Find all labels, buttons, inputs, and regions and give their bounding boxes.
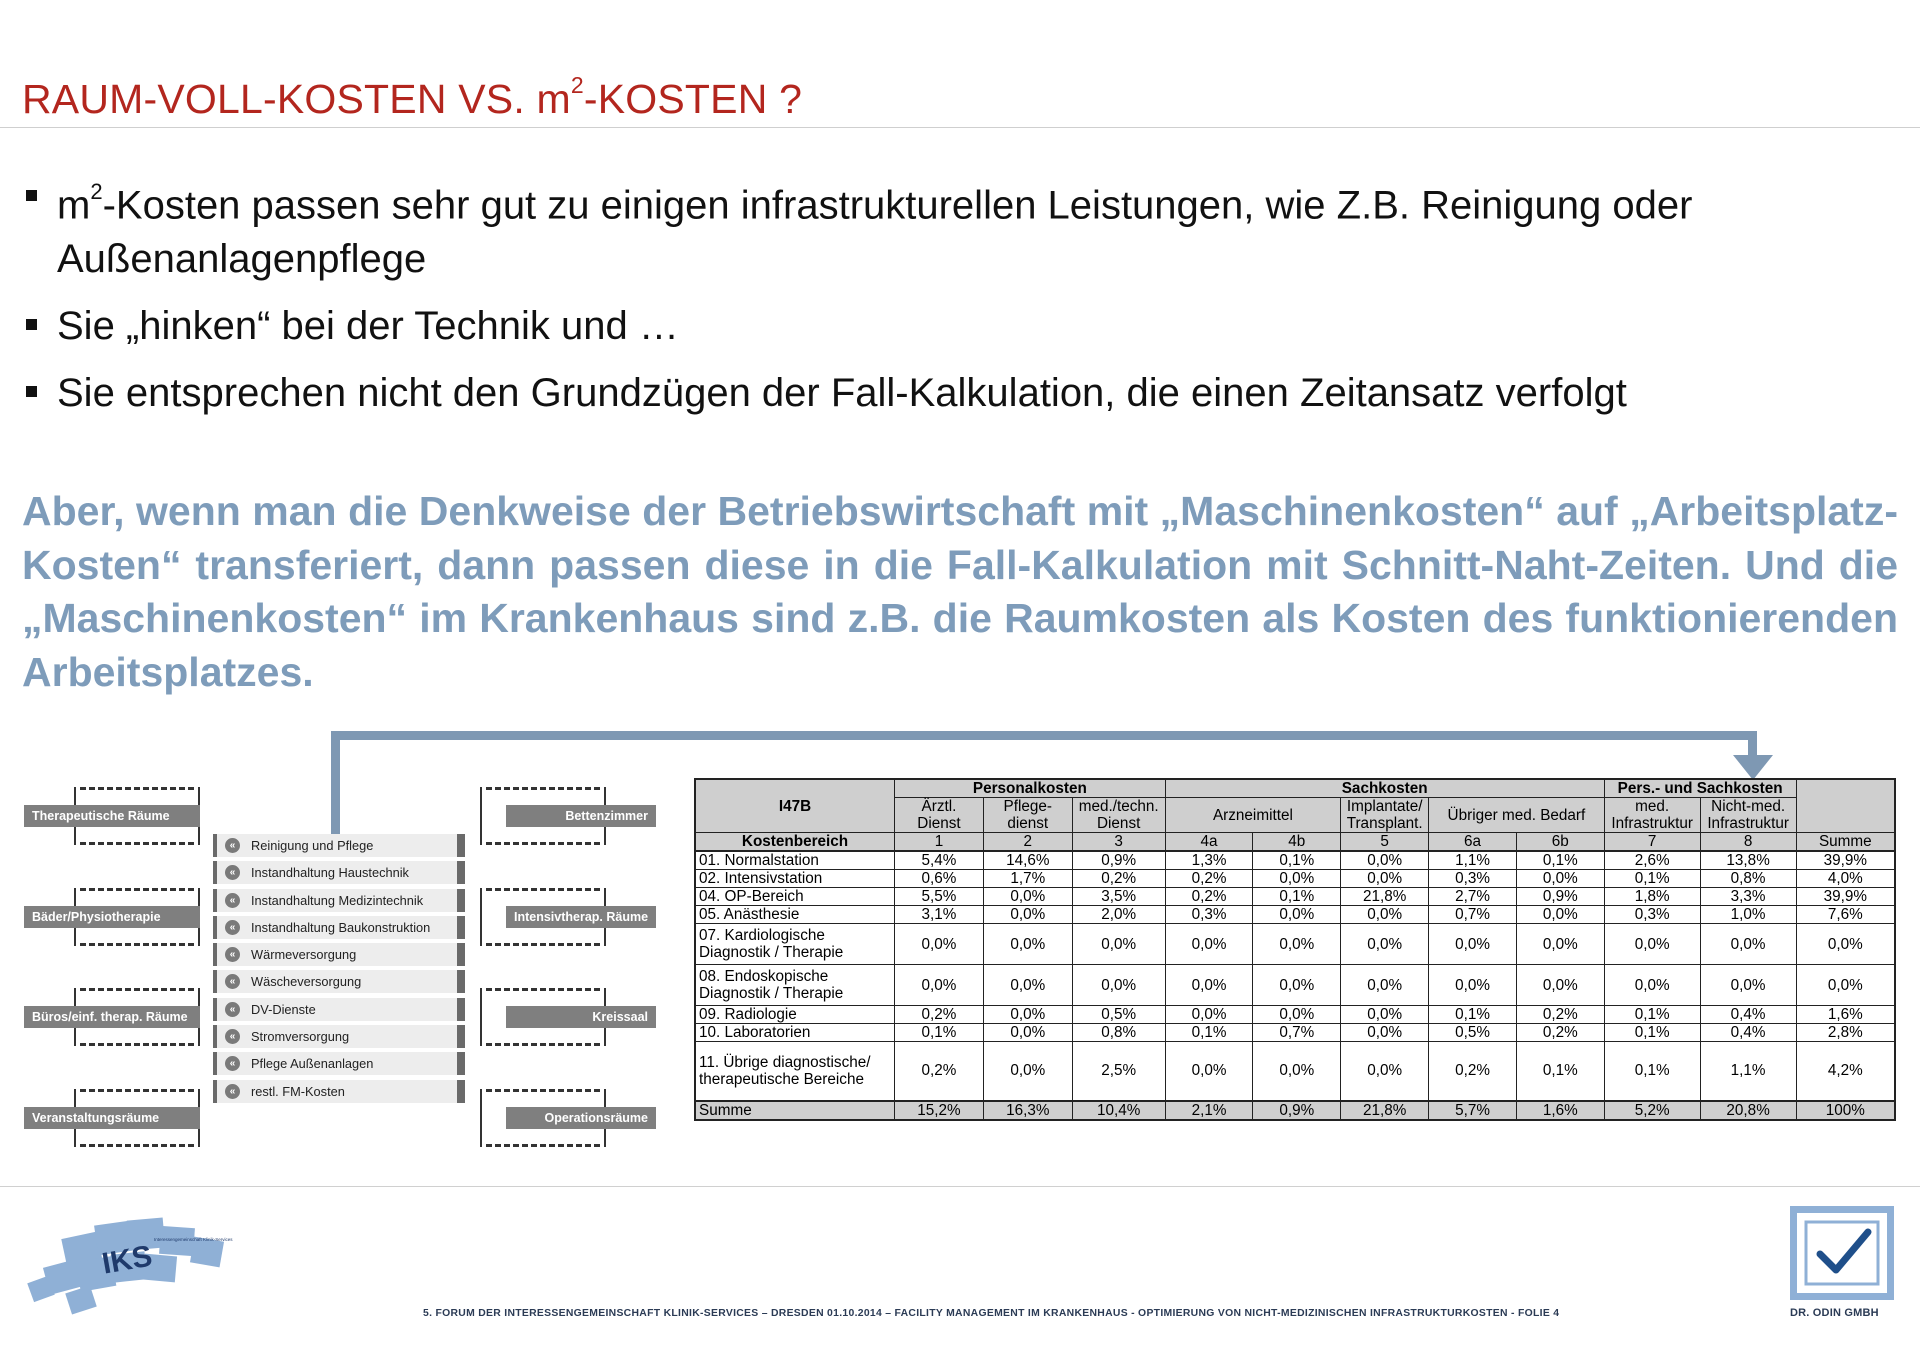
column-number: 2 (983, 833, 1072, 852)
cost-value-cell: 0,0% (1165, 1006, 1253, 1024)
group-header-blank (1796, 779, 1895, 833)
room-label: Bäder/Physiotherapie (24, 906, 200, 928)
cost-value-cell: 0,1% (1604, 1006, 1700, 1024)
cost-value-cell: 0,0% (895, 924, 984, 965)
cost-area-cell: Summe (695, 1101, 895, 1120)
table-row (695, 870, 1895, 888)
cost-area-cell: 07. Kardiologische Diagnostik / Therapie (695, 924, 895, 965)
cost-value-cell: 0,4% (1700, 1024, 1796, 1042)
bullet-item: $m^2$-Kosten passen sehr gut zu einigen infrastrukturellen Leistungen, wie Z.B. Reinigung oder Außenanlagenpflege (26, 170, 1906, 286)
room-operationsraeume (480, 1089, 656, 1147)
service-item: « Stromversorgung (213, 1025, 465, 1048)
cost-value-cell: 0,0% (1516, 870, 1604, 888)
cost-value-cell: 0,0% (983, 1042, 1072, 1101)
room-bueros (24, 988, 200, 1046)
cost-value-cell: 0,0% (1341, 870, 1429, 888)
cost-value-cell: 0,0% (1253, 1042, 1341, 1101)
cost-value-cell: 0,0% (1341, 1042, 1429, 1101)
table-row (695, 906, 1895, 924)
cost-value-cell: 0,0% (1429, 924, 1517, 965)
cost-value-cell: 0,0% (1341, 965, 1429, 1006)
cost-value-cell: 1,7% (983, 870, 1072, 888)
column-number: 6b (1516, 833, 1604, 852)
column-header: Arzneimittel (1165, 798, 1341, 833)
column-number: 4b (1253, 833, 1341, 852)
service-icon: « (225, 1084, 240, 1099)
service-item: « Wärmeversorgung (213, 943, 465, 966)
cost-value-cell: 0,2% (1072, 870, 1165, 888)
column-number: Summe (1796, 833, 1895, 852)
cost-value-cell: 0,9% (1253, 1101, 1341, 1120)
cost-value-cell: 0,0% (1253, 906, 1341, 924)
table-row (695, 1006, 1895, 1024)
column-header: med./techn. Dienst (1072, 798, 1165, 833)
cost-value-cell: 0,0% (1796, 924, 1895, 965)
column-header: Pflege-dienst (983, 798, 1072, 833)
cost-value-cell: 13,8% (1700, 851, 1796, 870)
service-item: « Reinigung und Pflege (213, 834, 465, 857)
cost-value-cell: 0,0% (1341, 1006, 1429, 1024)
table-row (695, 888, 1895, 906)
service-item: « Instandhaltung Medizintechnik (213, 889, 465, 912)
column-number: 3 (1072, 833, 1165, 852)
table-row (695, 965, 1895, 1006)
room-label: Kreissaal (506, 1006, 656, 1028)
cost-value-cell: 0,0% (1253, 965, 1341, 1006)
cost-value-cell: 0,4% (1700, 1006, 1796, 1024)
cost-area-cell: 11. Übrige diagnostische/ therapeutische Bereiche (695, 1042, 895, 1101)
room-label: Intensivtherap. Räume (506, 906, 656, 928)
column-header: Ärztl. Dienst (895, 798, 984, 833)
cost-area-cell: 05. Anästhesie (695, 906, 895, 924)
cost-value-cell: 5,7% (1429, 1101, 1517, 1120)
cost-value-cell: 5,4% (895, 851, 984, 870)
cost-value-cell: 0,7% (1253, 1024, 1341, 1042)
service-icon: « (225, 838, 240, 853)
room-therapeutische-raeume (24, 787, 200, 845)
room-kreissaal (480, 988, 656, 1046)
cost-value-cell: 7,6% (1796, 906, 1895, 924)
room-baeder-physiotherapie (24, 888, 200, 946)
group-header: Personalkosten (895, 779, 1166, 798)
room-label: Veranstaltungsräume (24, 1107, 200, 1129)
bullet-list (26, 170, 1906, 433)
group-header: Pers.- und Sachkosten (1604, 779, 1796, 798)
cost-value-cell: 10,4% (1072, 1101, 1165, 1120)
cost-value-cell: 1,6% (1796, 1006, 1895, 1024)
cost-value-cell: 2,8% (1796, 1024, 1895, 1042)
cost-value-cell: 0,0% (1516, 924, 1604, 965)
checkmark-icon (1820, 1232, 1868, 1270)
cost-area-cell: 08. Endoskopische Diagnostik / Therapie (695, 965, 895, 1006)
cost-value-cell: 0,0% (1165, 1042, 1253, 1101)
cost-area-cell: 09. Radiologie (695, 1006, 895, 1024)
iks-logo (24, 1205, 239, 1315)
cost-value-cell: 3,3% (1700, 888, 1796, 906)
bullet-item: Sie „hinken“ bei der Technik und … (26, 299, 1906, 353)
cost-value-cell: 0,1% (1516, 851, 1604, 870)
cost-value-cell: 1,1% (1700, 1042, 1796, 1101)
cost-value-cell: 0,0% (1341, 924, 1429, 965)
cost-value-cell: 0,0% (1429, 965, 1517, 1006)
column-number: 5 (1341, 833, 1429, 852)
service-icon: « (225, 947, 240, 962)
cost-value-cell: 4,2% (1796, 1042, 1895, 1101)
cost-value-cell: 0,2% (1165, 870, 1253, 888)
cost-value-cell: 3,5% (1072, 888, 1165, 906)
service-item: « Pflege Außenanlagen (213, 1052, 465, 1075)
room-label: Therapeutische Räume (24, 805, 200, 827)
cost-value-cell: 0,2% (1516, 1024, 1604, 1042)
cost-value-cell: 0,2% (1516, 1006, 1604, 1024)
service-item: « Wäscheversorgung (213, 970, 465, 993)
cost-value-cell: 0,0% (1165, 924, 1253, 965)
cost-value-cell: 0,0% (1072, 965, 1165, 1006)
cost-value-cell: 20,8% (1700, 1101, 1796, 1120)
service-item: « Instandhaltung Baukonstruktion (213, 916, 465, 939)
title-divider (0, 127, 1920, 128)
column-header: med. Infrastruktur (1604, 798, 1700, 833)
cost-value-cell: 0,9% (1072, 851, 1165, 870)
cost-value-cell: 0,2% (1429, 1042, 1517, 1101)
service-icon: « (225, 1029, 240, 1044)
cost-value-cell: 0,0% (1341, 906, 1429, 924)
footer-caption: 5. FORUM DER INTERESSENGEMEINSCHAFT KLINIK-SERVICES – DRESDEN 01.10.2014 – FACILITY MANAGEMENT IM KRANKENHAUS - OPTIMIERUNG VON NICHT-MEDIZINISCHEN INFRASTRUKTURKOSTEN - FOLIE 4 (423, 1308, 1560, 1319)
slide-title: RAUM-VOLL-KOSTEN VS. $m^2$-KOSTEN ? (22, 72, 803, 122)
cost-value-cell: 0,1% (1604, 1024, 1700, 1042)
cost-value-cell: 0,0% (1796, 965, 1895, 1006)
cost-value-cell: 0,0% (1165, 965, 1253, 1006)
cost-value-cell: 1,6% (1516, 1101, 1604, 1120)
footer-divider (0, 1186, 1920, 1187)
cost-value-cell: 5,2% (1604, 1101, 1700, 1120)
table-row (695, 851, 1895, 870)
room-label: Bettenzimmer (506, 805, 656, 827)
cost-value-cell: 15,2% (895, 1101, 984, 1120)
service-item: « restl. FM-Kosten (213, 1080, 465, 1103)
cost-value-cell: 2,7% (1429, 888, 1517, 906)
cost-value-cell: 1,0% (1700, 906, 1796, 924)
cost-value-cell: 0,1% (1516, 1042, 1604, 1101)
cost-value-cell: 0,0% (1516, 965, 1604, 1006)
column-header: Implantate/ Transplant. (1341, 798, 1429, 833)
cost-value-cell: 0,3% (1429, 870, 1517, 888)
service-icon: « (225, 1002, 240, 1017)
cost-area-cell: 10. Laboratorien (695, 1024, 895, 1042)
area-header: Kostenbereich (695, 833, 895, 852)
cost-value-cell: 2,6% (1604, 851, 1700, 870)
fm-services-list (213, 834, 465, 1107)
cost-value-cell: 0,0% (1700, 965, 1796, 1006)
room-label: Büros/einf. therap. Räume (24, 1006, 200, 1028)
cost-value-cell: 0,8% (1700, 870, 1796, 888)
table-code: I47B (695, 779, 895, 833)
cost-value-cell: 0,0% (1072, 924, 1165, 965)
cost-value-cell: 0,0% (1253, 870, 1341, 888)
cost-value-cell: 0,1% (1165, 1024, 1253, 1042)
room-intensivtherap (480, 888, 656, 946)
cost-value-cell: 0,0% (1516, 906, 1604, 924)
service-icon: « (225, 920, 240, 935)
column-number: 1 (895, 833, 984, 852)
cost-value-cell: 0,0% (983, 906, 1072, 924)
cost-value-cell: 0,7% (1429, 906, 1517, 924)
cost-value-cell: 0,0% (983, 1006, 1072, 1024)
cost-table (694, 778, 1896, 1121)
cost-value-cell: 0,1% (1429, 1006, 1517, 1024)
cost-value-cell: 3,1% (895, 906, 984, 924)
cost-value-cell: 0,3% (1165, 906, 1253, 924)
table-row (695, 924, 1895, 965)
arrow-connector (331, 731, 340, 836)
cost-value-cell: 1,1% (1429, 851, 1517, 870)
cost-value-cell: 0,0% (1253, 924, 1341, 965)
cost-value-cell: 14,6% (983, 851, 1072, 870)
cost-value-cell: 100% (1796, 1101, 1895, 1120)
cost-value-cell: 0,0% (895, 965, 984, 1006)
room-label: Operationsräume (506, 1107, 656, 1129)
cost-value-cell: 0,0% (1341, 851, 1429, 870)
cost-value-cell: 0,2% (895, 1042, 984, 1101)
cost-value-cell: 1,3% (1165, 851, 1253, 870)
cost-value-cell: 0,0% (1604, 924, 1700, 965)
cost-value-cell: 2,1% (1165, 1101, 1253, 1120)
service-item: « DV-Dienste (213, 998, 465, 1021)
bullet-item: Sie entsprechen nicht den Grundzügen der Fall-Kalkulation, die einen Zeitansatz verfolgt (26, 366, 1906, 420)
column-header: Übriger med. Bedarf (1429, 798, 1605, 833)
cost-value-cell: 16,3% (983, 1101, 1072, 1120)
column-number: 8 (1700, 833, 1796, 852)
arrow-connector (331, 731, 1757, 740)
callout-text: Aber, wenn man die Denkweise der Betriebswirtschaft mit „Maschinenkosten“ auf „Arbeitsplatz-Kosten“ transferiert, dann passen diese in die Fall-Kalkulation mit Schnitt-Naht-Zeiten. Und die „Maschinenkosten“ im Krankenhaus sind z.B. die Raumkosten als Kosten des funktionierenden Arbeitsplatzes. (22, 488, 1898, 695)
cost-value-cell: 1,8% (1604, 888, 1700, 906)
cost-area-cell: 01. Normalstation (695, 851, 895, 870)
cost-value-cell: 0,0% (983, 924, 1072, 965)
room-veranstaltungsraeume (24, 1089, 200, 1147)
cost-value-cell: 0,5% (1072, 1006, 1165, 1024)
cost-area-cell: 04. OP-Bereich (695, 888, 895, 906)
cost-value-cell: 0,3% (1604, 906, 1700, 924)
arrow-connector (1748, 731, 1757, 757)
cost-value-cell: 0,9% (1516, 888, 1604, 906)
cost-value-cell: 0,1% (1253, 888, 1341, 906)
cost-value-cell: 0,6% (895, 870, 984, 888)
cost-value-cell: 0,2% (895, 1006, 984, 1024)
cost-value-cell: 0,0% (1253, 1006, 1341, 1024)
table-row (695, 1042, 1895, 1101)
svg-text:Interessengemeinschaft Klinik-: Interessengemeinschaft Klinik-Services (154, 1237, 233, 1242)
cost-value-cell: 39,9% (1796, 888, 1895, 906)
svg-text:IKS: IKS (99, 1239, 155, 1281)
cost-value-cell: 0,8% (1072, 1024, 1165, 1042)
cost-value-cell: 0,0% (983, 888, 1072, 906)
column-header: Nicht-med. Infrastruktur (1700, 798, 1796, 833)
cost-value-cell: 0,2% (1165, 888, 1253, 906)
table-row (695, 1024, 1895, 1042)
service-item: « Instandhaltung Haustechnik (213, 861, 465, 884)
column-number: 4a (1165, 833, 1253, 852)
cost-area-cell: 02. Intensivstation (695, 870, 895, 888)
cost-value-cell: 4,0% (1796, 870, 1895, 888)
room-bettenzimmer (480, 787, 656, 845)
service-icon: « (225, 893, 240, 908)
cost-value-cell: 0,1% (1604, 870, 1700, 888)
cost-value-cell: 0,0% (983, 965, 1072, 1006)
company-name: DR. ODIN GMBH (1790, 1307, 1879, 1319)
column-number: 6a (1429, 833, 1517, 852)
cost-value-cell: 39,9% (1796, 851, 1895, 870)
odin-logo (1790, 1206, 1894, 1300)
table-total-row (695, 1101, 1895, 1120)
service-icon: « (225, 1056, 240, 1071)
cost-value-cell: 0,1% (895, 1024, 984, 1042)
cost-value-cell: 0,0% (1700, 924, 1796, 965)
column-number: 7 (1604, 833, 1700, 852)
cost-value-cell: 0,1% (1604, 1042, 1700, 1101)
cost-value-cell: 2,0% (1072, 906, 1165, 924)
service-icon: « (225, 865, 240, 880)
cost-value-cell: 5,5% (895, 888, 984, 906)
cost-value-cell: 2,5% (1072, 1042, 1165, 1101)
cost-value-cell: 0,5% (1429, 1024, 1517, 1042)
cost-value-cell: 0,0% (1341, 1024, 1429, 1042)
cost-value-cell: 0,0% (1604, 965, 1700, 1006)
service-icon: « (225, 974, 240, 989)
cost-value-cell: 0,0% (983, 1024, 1072, 1042)
group-header: Sachkosten (1165, 779, 1604, 798)
cost-value-cell: 21,8% (1341, 1101, 1429, 1120)
cost-value-cell: 0,1% (1253, 851, 1341, 870)
cost-value-cell: 21,8% (1341, 888, 1429, 906)
arrow-head-icon (1733, 755, 1773, 780)
